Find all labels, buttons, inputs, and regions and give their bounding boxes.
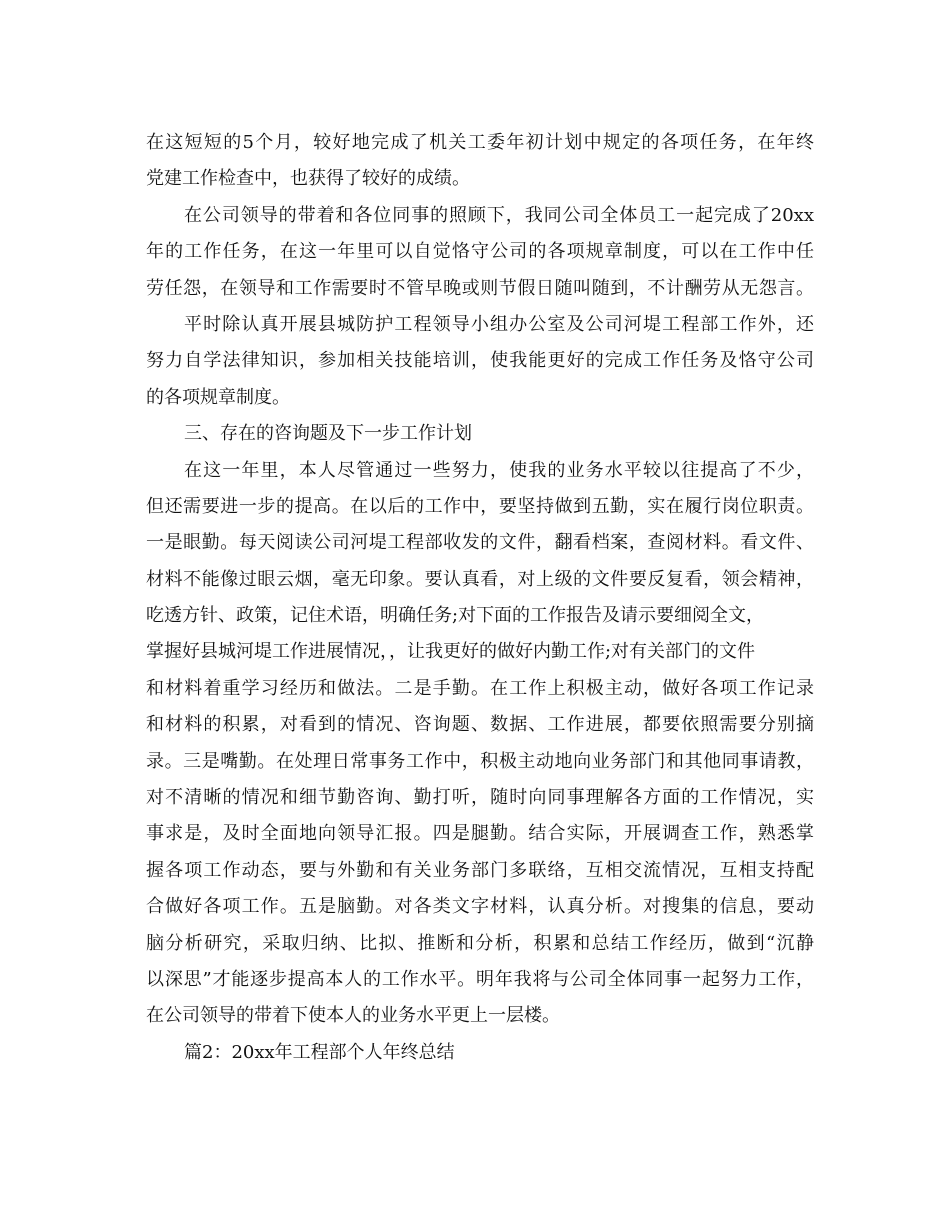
text-line: 和材料的积累，对看到的情况、咨询题、数据、工作进展，都要依照需要分别摘 (146, 714, 814, 736)
text-line: 脑分析研究，采取归纳、比拟、推断和分析，积累和总结工作经历，做到“沉静 (146, 932, 814, 954)
text-line: 一是眼勤。每天阅读公司河堤工程部收发的文件，翻看档案，查阅材料。看文件、 (146, 532, 814, 554)
text-line: 合做好各项工作。五是脑勤。对各类文字材料，认真分析。对搜集的信息，要动 (146, 896, 814, 918)
text-line: 在公司领导的带着下使本人的业务水平更上一层楼。 (146, 1005, 560, 1027)
text-line: 对不清晰的情况和细节勤咨询、勤打听，随时向同事理解各方面的工作情况，实 (146, 787, 814, 809)
text-line: 篇2：20xx年工程部个人年终总结 (184, 1041, 455, 1063)
text-line: 握各项工作动态，要与外勤和有关业务部门多联络，互相交流情况，互相支持配 (146, 859, 814, 881)
document-body (146, 125, 814, 1071)
text-line: 平时除认真开展县城防护工程领导小组办公室及公司河堤工程部工作外，还 (184, 313, 814, 335)
text-line: 在这短短的5个月，较好地完成了机关工委年初计划中规定的各项任务，在年终 (146, 132, 814, 153)
text-line: 努力自学法律知识，参加相关技能培训，使我能更好的完成工作任务及恪守公司 (146, 350, 814, 372)
text-line: 在公司领导的带着和各位同事的照顾下，我同公司全体员工一起完成了20xx (184, 204, 814, 226)
text-line: 的各项规章制度。 (146, 386, 290, 408)
text-line: 但还需要进一步的提高。在以后的工作中，要坚持做到五勤，实在履行岗位职责。 (146, 495, 814, 517)
text-line: 吃透方针、政策，记住术语，明确任务;对下面的工作报告及请示要细阅全文， (146, 605, 765, 627)
text-line: 党建工作检查中，也获得了较好的成绩。 (146, 168, 470, 190)
text-line: 以深思”才能逐步提高本人的工作水平。明年我将与公司全体同事一起努力工作， (146, 968, 814, 990)
text-line: 在这一年里，本人尽管通过一些努力，使我的业务水平较以往提高了不少， (184, 459, 814, 481)
text-line: 和材料着重学习经历和做法。二是手勤。在工作上积极主动，做好各项工作记录 (146, 677, 814, 699)
text-line: 材料不能像过眼云烟，毫无印象。要认真看，对上级的文件要反复看，领会精神， (146, 568, 814, 590)
text-line: 事求是，及时全面地向领导汇报。四是腿勤。结合实际，开展调查工作，熟悉掌 (146, 823, 814, 845)
text-line: 三、存在的咨询题及下一步工作计划 (184, 423, 472, 445)
text-line: 录。三是嘴勤。在处理日常事务工作中，积极主动地向业务部门和其他同事请教， (146, 750, 814, 772)
text-line: 劳任怨，在领导和工作需要时不管早晚或则节假日随叫随到，不计酬劳从无怨言。 (146, 277, 814, 299)
text-line: 掌握好县城河堤工作进展情况，，让我更好的做好内勤工作;对有关部门的文件 (146, 641, 756, 663)
text-line: 年的工作任务，在这一年里可以自觉恪守公司的各项规章制度，可以在工作中任 (146, 241, 814, 263)
